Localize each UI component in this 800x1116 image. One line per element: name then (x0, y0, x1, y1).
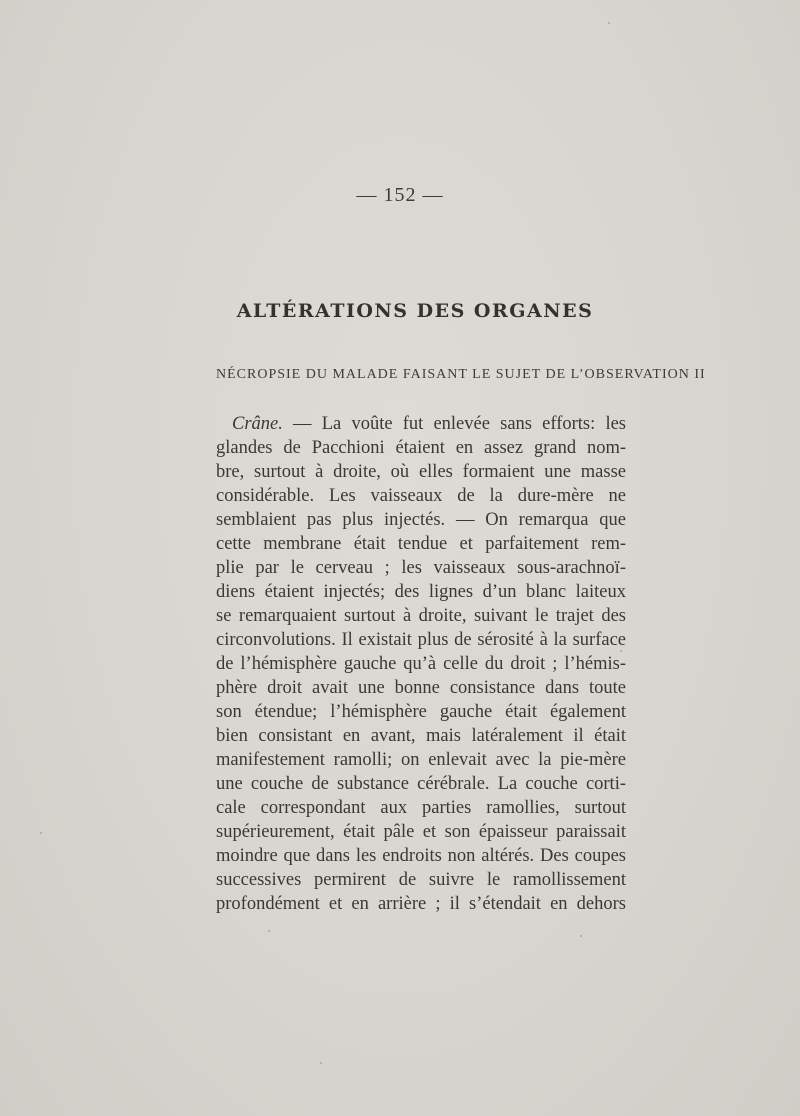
text-line: semblaient pas plus injectés. — On remarqua que (216, 510, 626, 530)
page-number: — 152 — (356, 184, 444, 206)
text-line: une couche de substance cérébrale. La couche corti- (216, 774, 626, 794)
text-line: successives permirent de suivre le ramollissement (216, 870, 626, 890)
text-line: manifestement ramolli; on enlevait avec la pie-mère (216, 750, 626, 770)
text-line (216, 412, 626, 436)
text-line: bien consistant en avant, mais latéralement il était (216, 726, 626, 746)
text-line: de l’hémisphère gauche qu’à celle du droit ; l’hémis- (216, 654, 626, 674)
text-line: plie par le cerveau ; les vaisseaux sous-arachnoï- (216, 558, 626, 578)
text-line: diens étaient injectés; des lignes d’un blanc laiteux (216, 582, 626, 602)
lead-word: Crâne. (232, 414, 283, 434)
text-line: cale correspondant aux parties ramollies, surtout (216, 798, 626, 818)
text-line: se remarquaient surtout à droite, suivant le trajet des (216, 606, 626, 626)
text-line: profondément et en arrière ; il s’étendait en dehors (216, 894, 626, 914)
text-line: glandes de Pacchioni étaient en assez grand nom- (216, 438, 626, 458)
text-line: cette membrane était tendue et parfaitement rem- (216, 534, 626, 554)
body-text (216, 412, 626, 916)
text-line: supérieurement, était pâle et son épaisseur paraissait (216, 822, 626, 842)
text-line: phère droit avait une bonne consistance dans toute (216, 678, 626, 698)
text-line: bre, surtout à droite, où elles formaient une masse (216, 462, 626, 482)
text-line: moindre que dans les endroits non altérés. Des coupes (216, 846, 626, 866)
text-line: son étendue; l’hémisphère gauche était également (216, 702, 626, 722)
section-subtitle: NÉCROPSIE DU MALADE FAISANT LE SUJET DE L’OBSERVATION II (216, 367, 706, 382)
text-line: considérable. Les vaisseaux de la dure-mère ne (216, 486, 626, 506)
text-line-content: — La voûte fut enlevée sans efforts: les (282, 414, 626, 434)
text-line: circonvolutions. Il existait plus de sérosité à la surface (216, 630, 626, 650)
section-title: ALTÉRATIONS DES ORGANES (236, 300, 594, 322)
